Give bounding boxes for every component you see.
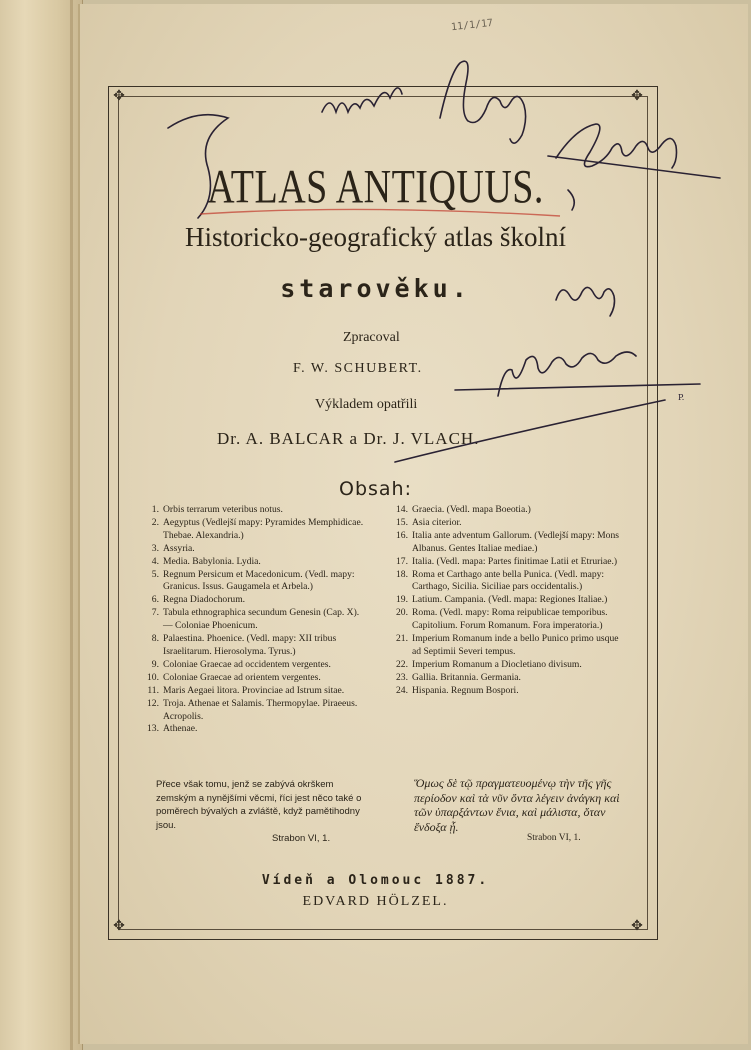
greek-quote-citation: Strabon VI, 1. [527, 833, 581, 843]
publisher: EDVARD HÖLZEL. [302, 894, 449, 909]
contents-item-number: 15. [396, 516, 408, 528]
contents-item-text: Aegyptus (Vedlejší mapy: Pyramides Memphidicae. Thebae. Alexandria.) [163, 516, 364, 541]
contents-item-text: Orbis terrarum veteribus notus. [163, 504, 283, 515]
contents-item-text: Roma et Carthago ante bella Punica. (Vedl. mapy: Carthago, Sicilia. Siciliae pars occidentalis.) [412, 568, 605, 593]
explained-by-label: Výkladem opatřili [315, 397, 418, 412]
contents-item-number: 20. [396, 607, 408, 619]
contents-item-number: 1. [151, 504, 159, 515]
red-pencil-underline [200, 209, 560, 216]
handwritten-signature-right [556, 124, 677, 168]
co-authors: Dr. A. BALCAR a Dr. J. VLACH. [217, 429, 480, 448]
contents-item-number: 17. [396, 555, 408, 567]
title: ATLAS ANTIQUUS. [207, 161, 544, 214]
contents-item-number: 12. [147, 697, 159, 709]
contents-item-text: Regna Diadochorum. [163, 594, 246, 606]
contents-item-text: Asia citerior. [412, 516, 462, 528]
handwritten-signature-right [548, 156, 720, 178]
greek-quote: Ὅμως δὲ τῷ πραγματευομένῳ τὴν τῆς γῆς περίοδον καὶ τὰ νῦν ὄντα λέγειν ἀνάγκη καὶ τῶν ὑπαρξάντων ἔνια, καὶ μάλιστα, ὅταν ἔνδοξα ᾖ. [414, 776, 620, 834]
handwritten-signature-top [440, 61, 526, 143]
contents-item-number: 13. [147, 723, 159, 735]
contents-item-text: Roma. (Vedl. mapy: Roma reipublicae temporibus. Capitolium. Forum Romanum. Fora imperatoria.) [412, 607, 608, 632]
contents-item-text: Tabula ethnographica secundum Genesin (Cap. X). — Coloniae Phoenicum. [163, 607, 360, 632]
contents-item-number: 9. [151, 658, 159, 670]
contents-item-number: 10. [147, 671, 159, 683]
contents-item-text: Athenae. [163, 723, 198, 735]
subtitle-second-line: starověku. [280, 274, 471, 303]
contents-item-text: Imperium Romanum a Diocletiano divisum. [412, 658, 582, 670]
contents-item-number: 11. [147, 684, 159, 696]
ornament-corner-icon: ✥ [113, 919, 125, 934]
contents-item-number: 3. [151, 542, 159, 554]
contents-item-text: Italia. (Vedl. mapa: Partes finitimae Latii et Etruriae.) [412, 555, 618, 567]
ornament-corner-icon: ✥ [113, 89, 125, 104]
contents-item-text: Gallia. Britannia. Germania. [412, 671, 521, 683]
contents-item-text: Italia ante adventum Gallorum. (Vedlejší mapy: Mons Albanus. Gentes Italiae mediae.) [412, 529, 620, 554]
ornament-corner-icon: ✥ [631, 89, 643, 104]
contents-item-text: Graecia. (Vedl. mapa Boeotia.) [412, 504, 531, 515]
handwritten-note: P. [678, 393, 685, 402]
handwritten-strike-line [455, 384, 700, 390]
contents-item-text: Media. Babylonia. Lydia. [163, 555, 261, 567]
contents-item-number: 2. [151, 516, 159, 528]
subtitle: Historicko-geografický atlas školní [185, 222, 566, 252]
contents-item-number: 22. [396, 658, 408, 670]
handwritten-strike-line [395, 400, 665, 462]
ornament-corner-icon: ✥ [631, 919, 643, 934]
pencil-shelf-mark: 11/1/17 [450, 17, 494, 34]
contents-item-text: Coloniae Graecae ad occidentem vergentes. [163, 658, 331, 670]
contents-item-number: 16. [396, 529, 408, 541]
contents-item-text: Hispania. Regnum Bospori. [412, 684, 519, 696]
contents-item-number: 14. [396, 504, 408, 515]
czech-quote: Přece však tomu, jenž se zabývá okrškem zemským a nynějšími věcmi, říci jest něco také o poměrech bývalých a zvláště, když pamětihodny jsou. [156, 779, 362, 831]
handwritten-signature-middle [498, 352, 636, 396]
contents-heading: Obsah: [338, 478, 412, 500]
contents-item-number: 19. [396, 594, 408, 606]
place-and-year: Vídeň a Olomouc 1887. [261, 873, 490, 888]
contents-item-number: 6. [151, 594, 159, 606]
contents-item-number: 8. [151, 633, 159, 645]
contents-item-number: 4. [151, 555, 159, 567]
author-name: F. W. SCHUBERT. [293, 361, 423, 376]
contents-item-text: Troja. Athenae et Salamis. Thermopylae. Piraeeus. Acropolis. [163, 697, 358, 722]
contents-item-number: 23. [396, 671, 408, 683]
contents-item-text: Assyria. [163, 542, 195, 554]
contents-item-number: 5. [151, 568, 159, 580]
contents-item-number: 21. [396, 633, 408, 645]
contents-item-text: Latium. Campania. (Vedl. mapa: Regiones Italiae.) [412, 594, 608, 606]
contents-item-number: 24. [396, 684, 408, 696]
contents-item-text: Maris Aegaei litora. Provinciae ad Istrum sitae. [163, 684, 345, 696]
contents-item-text: Palaestina. Phoenice. (Vedl. mapy: XII tribus Israelitarum. Hierosolyma. Tyrus.) [163, 633, 337, 657]
contents-item-text: Regnum Persicum et Macedonicum. (Vedl. mapy: Granicus. Issus. Gaugamela et Arbela.) [163, 568, 355, 593]
contents-item-text: Imperium Romanum inde a bello Punico primo usque ad Septimii Severi tempus. [412, 633, 619, 657]
handwritten-mark [568, 190, 574, 210]
contents-item-number: 18. [396, 568, 408, 580]
handwritten-name-margin [556, 287, 615, 316]
czech-quote-citation: Strabon VI, 1. [272, 833, 331, 844]
contents-item-number: 7. [151, 607, 159, 619]
handwritten-flourish [168, 115, 228, 218]
contents-item-text: Coloniae Graecae ad orientem vergentes. [163, 671, 321, 683]
compiled-by-label: Zpracoval [343, 330, 400, 345]
handwritten-signature-top [322, 88, 402, 112]
